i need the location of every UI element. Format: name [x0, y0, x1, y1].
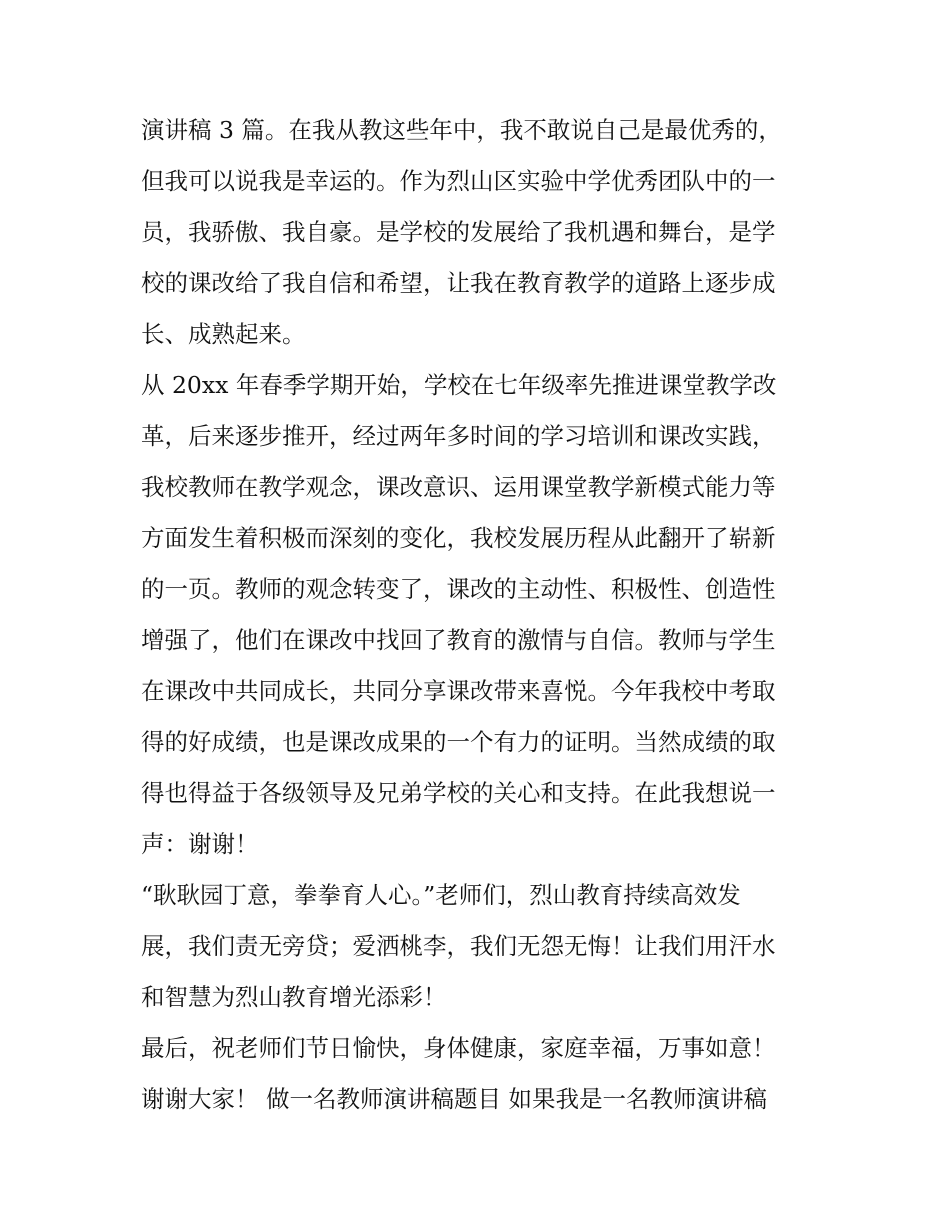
text-line: 增强了，他们在课改中找回了教育的激情与自信。教师与学生 [141, 626, 776, 654]
text-line: 但我可以说我是幸运的。作为烈山区实验中学优秀团队中的一 [141, 167, 776, 195]
text-line: 展，我们责无旁贷；爱洒桃李，我们无怨无悔！让我们用汗水 [141, 932, 776, 960]
paragraph-intro [141, 105, 813, 360]
text-line: 在课改中共同成长，共同分享课改带来喜悦。今年我校中考取 [141, 677, 776, 705]
text-line: 声：谢谢！ [141, 830, 259, 858]
text-line: 我校教师在教学观念，课改意识、运用课堂教学新模式能力等 [141, 473, 776, 501]
text-line: 校的课改给了我自信和希望，让我在教育教学的道路上逐步成 [141, 269, 776, 297]
text-line: 方面发生着积极而深刻的变化，我校发展历程从此翻开了崭新 [141, 524, 776, 552]
text-line: 革，后来逐步推开，经过两年多时间的学习培训和课改实践， [141, 422, 776, 450]
text-line: 最后，祝老师们节日愉快，身体健康，家庭幸福，万事如意！ [141, 1034, 776, 1062]
text-line: 得的好成绩，也是课改成果的一个有力的证明。当然成绩的取 [141, 728, 776, 756]
paragraph-reform [141, 360, 813, 870]
text-line: 和智慧为烈山教育增光添彩！ [141, 983, 447, 1011]
text-line: 演讲稿 3 篇。在我从教这些年中，我不敢说自己是最优秀的， [141, 116, 782, 144]
text-line: 长、成熟起来。 [141, 320, 306, 348]
text-line: 谢谢大家！ 做一名教师演讲稿题目 如果我是一名教师演讲稿 [141, 1085, 767, 1113]
paragraph-quote [141, 870, 813, 1023]
text-line: 得也得益于各级领导及兄弟学校的关心和支持。在此我想说一 [141, 779, 776, 807]
text-line: 从 20xx 年春季学期开始，学校在七年级率先推进课堂教学改 [141, 371, 777, 399]
text-line: “耿耿园丁意，拳拳育人心。”老师们，烈山教育持续高效发 [141, 881, 741, 909]
paragraph-closing [141, 1023, 813, 1125]
speech-text [141, 105, 813, 1125]
text-line: 员，我骄傲、我自豪。是学校的发展给了我机遇和舞台，是学 [141, 218, 776, 246]
text-line: 的一页。教师的观念转变了，课改的主动性、积极性、创造性 [141, 575, 776, 603]
